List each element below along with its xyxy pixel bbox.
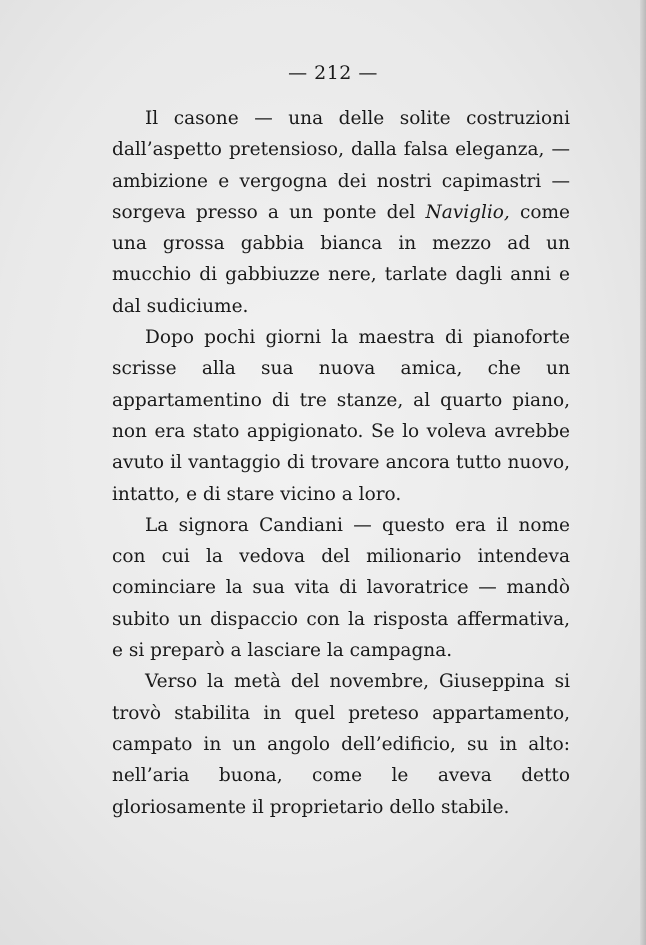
paragraph-1 <box>112 103 570 322</box>
page-edge-shadow <box>640 0 646 945</box>
paragraph-4: Verso la metà del novembre, Giuseppina si trovò stabilita in quel preteso appartamento, campato in un angolo dell’edificio, su in alto: nell’aria buona, come le aveva detto gloriosamente il proprietario dello stabile. <box>112 671 570 818</box>
paragraph-2: Dopo pochi giorni la maestra di pianoforte scrisse alla sua nuova amica, che un appartamentino di tre stanze, al quarto piano, non era stato appigionato. Se lo voleva avrebbe avuto il vantaggio di trovare ancora tutto nuovo, intatto, e di stare vicino a loro. <box>112 327 570 505</box>
paragraph-1-text-end: come una grossa gabbia bianca in mezzo ad un mucchio di gabbiuzze nere, tarlate dagli anni e dal sudiciume. <box>112 201 570 317</box>
paragraph-1-text-start: Il casone — una delle solite costruzioni dall’aspetto pretensioso, dalla falsa eleganza, — ambizione e vergogna dei nostri capimastri — sorgeva presso a un ponte del <box>112 108 570 223</box>
body-text <box>112 103 570 823</box>
paragraph-3: La signora Candiani — questo era il nome con cui la vedova del milionario intendeva cominciare la sua vita di lavoratrice — mandò subito un dispaccio con la risposta affermativa, e si preparò a lasciare la campagna. <box>112 514 570 662</box>
page-number: — 212 — <box>288 62 378 84</box>
paragraph-1-italic-name: Naviglio, <box>425 201 510 223</box>
